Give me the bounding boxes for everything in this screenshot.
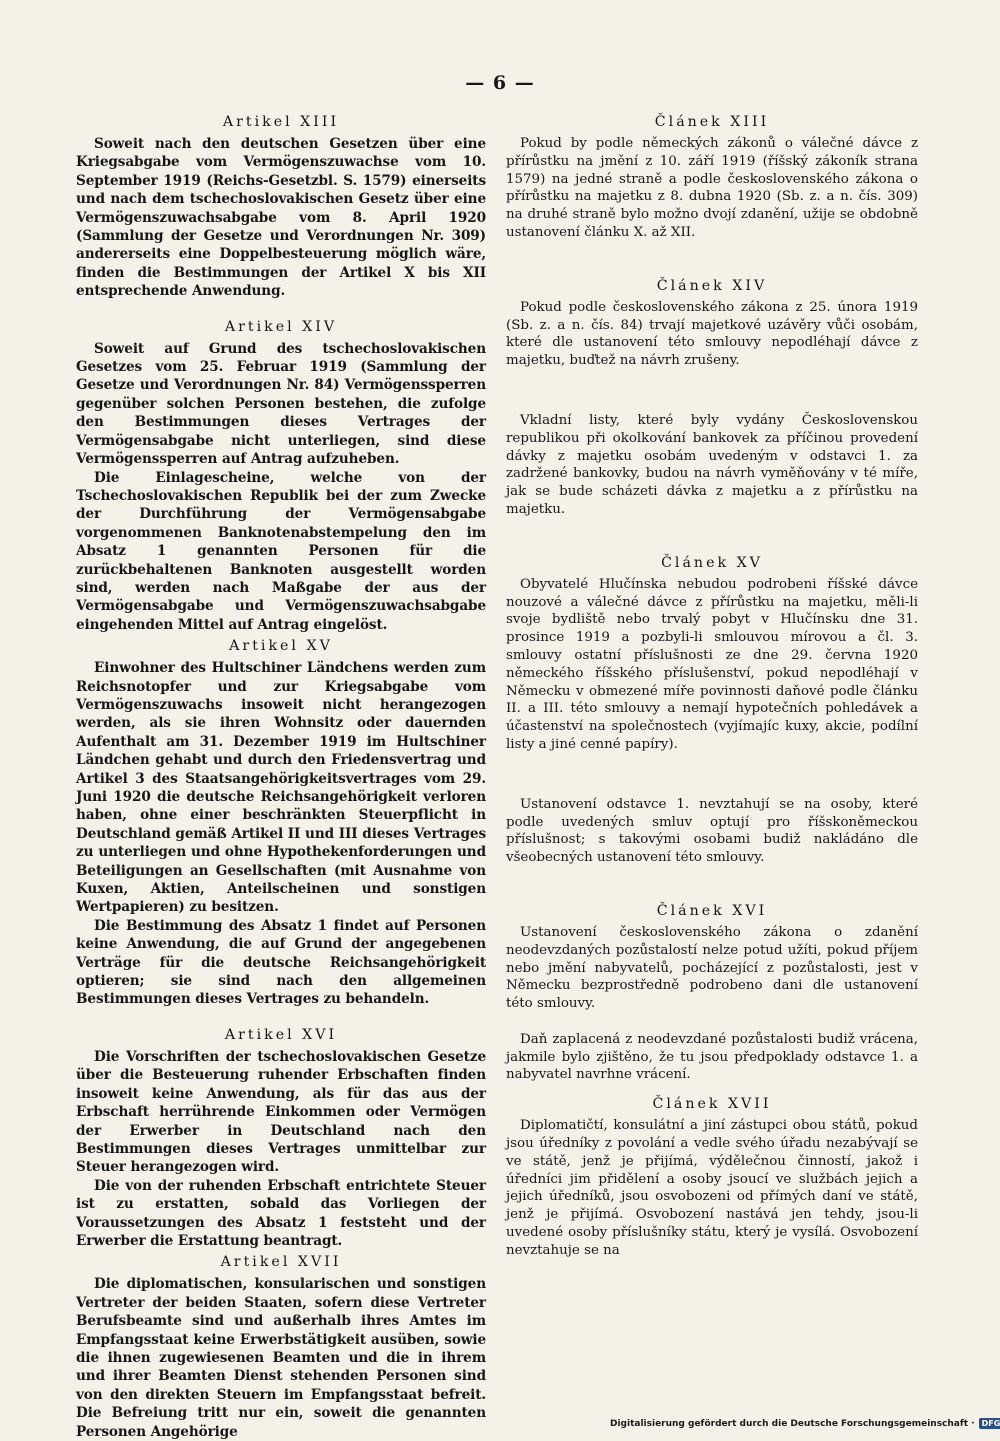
digitization-footer (610, 1418, 1000, 1429)
german-column (76, 112, 486, 1441)
article-paragraph: Pokud podle československého zákona z 25. února 1919 (Sb. z. a n. čís. 84) trvají majetkové uzávěry vůči osobám, které dle ustanovení této smlouvy nepodléhají dávce z majetku, buďtež na návrh zrušeny. (506, 299, 918, 369)
article-paragraph: Die Vorschriften der tschechoslovakischen Gesetze über die Besteuerung ruhender Erbschaften finden insoweit keine Anwendung, als für das aus der Erbschaft herrührende Einkommen oder Vermögen der Erwerber in Deutschland nach den Bestimmungen dieses Vertrages unmittelbar zur Steuer herangezogen wird. (76, 1048, 486, 1176)
article-xvi-de (76, 1025, 486, 1250)
czech-column (506, 112, 918, 1260)
article-xv-cz (506, 553, 918, 867)
article-heading: Artikel XVII (220, 1254, 342, 1271)
article-paragraph: Einwohner des Hultschiner Ländchens werden zum Reichsnotopfer und zur Kriegsabgabe vom Vermögenszuwachs insoweit nicht herangezogen werden, als sie ihren Wohnsitz oder dauernden Aufenthalt am 31. Dezember 1919 im Hultschiner Ländchen gehabt und durch den Friedensvertrag und Artikel 3 des Staatsangehörigkeitsvertrages vom 29. Juni 1920 die deutsche Reichsangehörigkeit verloren haben, ohne einer beschränkten Steuerpflicht in Deutschland gemäß Artikel II und III dieses Vertrages zu unterliegen und ohne Hypothekenforderungen und Beteiligungen an Gesellschaften (mit Ausnahme von Kuxen, Aktien, Anteilscheinen und sonstigen Wertpapieren) zu besitzen. (76, 660, 486, 916)
article-paragraph: Pokud by podle německých zákonů o válečné dávce z přírůstku na jmění z 10. září 1919 (říšský zákoník strana 1579) na jedné straně a podle československého zákona o přírůstku na majetku z 8. dubna 1920 (Sb. z. a n. čís. 309) na druhé straně bylo možno dvojí zdanění, užije se obdobně ustanovení článku X. až XII. (506, 136, 918, 240)
article-heading: Článek XIV (656, 277, 768, 294)
article-paragraph: Die von der ruhenden Erbschaft entrichtete Steuer ist zu erstatten, sobald das Vorliegen der Voraussetzungen des Absatz 1 feststeht und der Erwerber die Erstattung beantragt. (76, 1177, 486, 1249)
article-heading: Artikel XIV (224, 318, 338, 335)
article-paragraph: Die diplomatischen, konsularischen und sonstigen Vertreter der beiden Staaten, sofern diese Vertreter Berufsbeamte sind und außerhalb ihres Amtes im Empfangsstaat keine Erwerbstätigkeit ausüben, sowie die ihnen zugewiesenen Beamten und die in ihrem und ihrer Beamten Dienst stehenden Personen sind von den direkten Steuern im Empfangsstaat befreit. Die Befreiung tritt nur ein, soweit die genannten Personen Angehörige (76, 1276, 486, 1440)
footer-text: Digitalisierung gefördert durch die Deutsche Forschungsgemeinschaft · (610, 1418, 975, 1429)
article-xiii-cz (506, 112, 918, 242)
article-heading: Článek XV (661, 554, 763, 571)
page-number: — 6 — (465, 72, 535, 94)
article-heading: Artikel XVI (224, 1026, 338, 1043)
article-xiii-de (76, 112, 486, 301)
article-xiv-de (76, 317, 486, 635)
article-paragraph: Ustanovení odstavce 1. nevztahují se na osoby, které podle uvedených smluv optují pro říšskoněmeckou příslušnost; s takovými osobami budiž nakládáno dle všeobecných ustanovení této smlouvy. (506, 796, 918, 866)
article-xiv-cz (506, 276, 918, 519)
article-heading: Artikel XIII (222, 114, 340, 130)
article-xvi-cz (506, 901, 918, 1084)
article-paragraph: Soweit auf Grund des tschechoslovakischen Gesetzes vom 25. Februar 1919 (Sammlung der Gesetze und Verordnungen Nr. 84) Vermögenssperren gegenüber solchen Personen bestehen, die zufolge den Bestimmungen dieses Vertrages der Vermögensabgabe nicht unterliegen, sind diese Vermögenssperren auf Antrag aufzuheben. (76, 340, 486, 468)
article-xvii-cz (506, 1094, 918, 1259)
article-xvii-de (76, 1252, 486, 1441)
article-xv-de (76, 636, 486, 1009)
article-paragraph: Soweit nach den deutschen Gesetzen über eine Kriegsabgabe vom Vermögenszuwachse vom 10. September 1919 (Reichs-Gesetzbl. S. 1579) einerseits und nach dem tschechoslovakischen Gesetz über eine Vermögenszuwachsabgabe vom 8. April 1920 (Sammlung der Gesetze und Verordnungen Nr. 309) andererseits eine Doppelbesteuerung möglich wäre, finden die Bestimmungen der Artikel X bis XII entsprechende Anwendung. (76, 136, 486, 300)
article-heading: Článek XVI (656, 902, 768, 919)
article-paragraph: Vkladní listy, které byly vydány Československou republikou při okolkování bankovek za příčinou provedení dávky z majetku osobám uvedeným v odstavci 1. za zadržené bankovky, budou na návrh vyměňovány v té míře, jak se bude scházeti dávka z majetku a z přírůstku na majetku. (506, 412, 918, 517)
dfg-logo-icon: DFG (979, 1418, 1000, 1429)
article-paragraph: Daň zaplacená z neodevzdané pozůstalosti budiž vrácena, jakmile bylo zjištěno, že tu jsou předpoklady odstavce 1. a nabyvatel navrhne vrácení. (506, 1031, 918, 1083)
article-paragraph: Obyvatelé Hlučínska nebudou podrobeni říšské dávce nouzové a válečné dávce z přírůstku na majetku, měli-li svoje bydliště nebo trvalý pobyt v Hlučínsku dne 31. prosince 1919 a pozbyli-li smlouvou mírovou a čl. 3. smlouvy ostatní příslušnosti ze dne 29. června 1920 německého říšského příslušenství, pokud nepodléhají v Německu v obmezené míře povinnosti daňové podle článku II. a III. této smlouvy a nemají hypotečních pohledávek a účastenství na společnostech (vyjímajíc kuxy, akcie, podílní listy a jiné cenné papíry). (506, 576, 918, 752)
article-heading: Artikel XV (229, 638, 333, 655)
article-heading: Článek XVII (652, 1096, 772, 1113)
article-paragraph: Die Bestimmung des Absatz 1 findet auf Personen keine Anwendung, die auf Grund der angegebenen Verträge für die deutsche Reichsangehörigkeit optieren; sie sind nach den allgemeinen Bestimmungen dieses Vertrages zu behandeln. (76, 917, 486, 1008)
article-paragraph: Die Einlagescheine, welche von der Tschechoslovakischen Republik bei der zum Zwecke der Durchführung der Vermögensabgabe vorgenommenen Banknotenabstempelung den im Absatz 1 genannten Personen für die zurückbehaltenen Banknoten ausgestellt worden sind, werden nach Maßgabe der aus der Vermögensabgabe und Vermögenszuwachsabgabe eingehenden Mittel auf Antrag eingelöst. (76, 469, 486, 633)
article-paragraph: Ustanovení československého zákona o zdanění neodevzdaných pozůstalostí nelze potud užíti, pokud příjem nebo jmění nabyvatelů, pocházející z pozůstalosti, jest v Německu bezprostředně podrobeno dani dle ustanovení této smlouvy. (506, 924, 918, 1012)
article-paragraph: Diplomatičtí, konsulátní a jiní zástupci obou států, pokud jsou úředníky z povolání a vedle svého úřadu nezabývají se ve státě, jenž je přijímá, výdělečnou činností, jakož i úředníci jim přidělení a osoby jsoucí ve službách jejich a jejich úředníků, jsou osvobozeni od přímých daní ve státě, jenž je přijímá. Osvobození nastává jen tehdy, jsou-li uvedené osoby příslušníky státu, který je vysílá. Osvobození nevztahuje se na (506, 1118, 918, 1258)
article-heading: Článek XIII (654, 114, 770, 130)
